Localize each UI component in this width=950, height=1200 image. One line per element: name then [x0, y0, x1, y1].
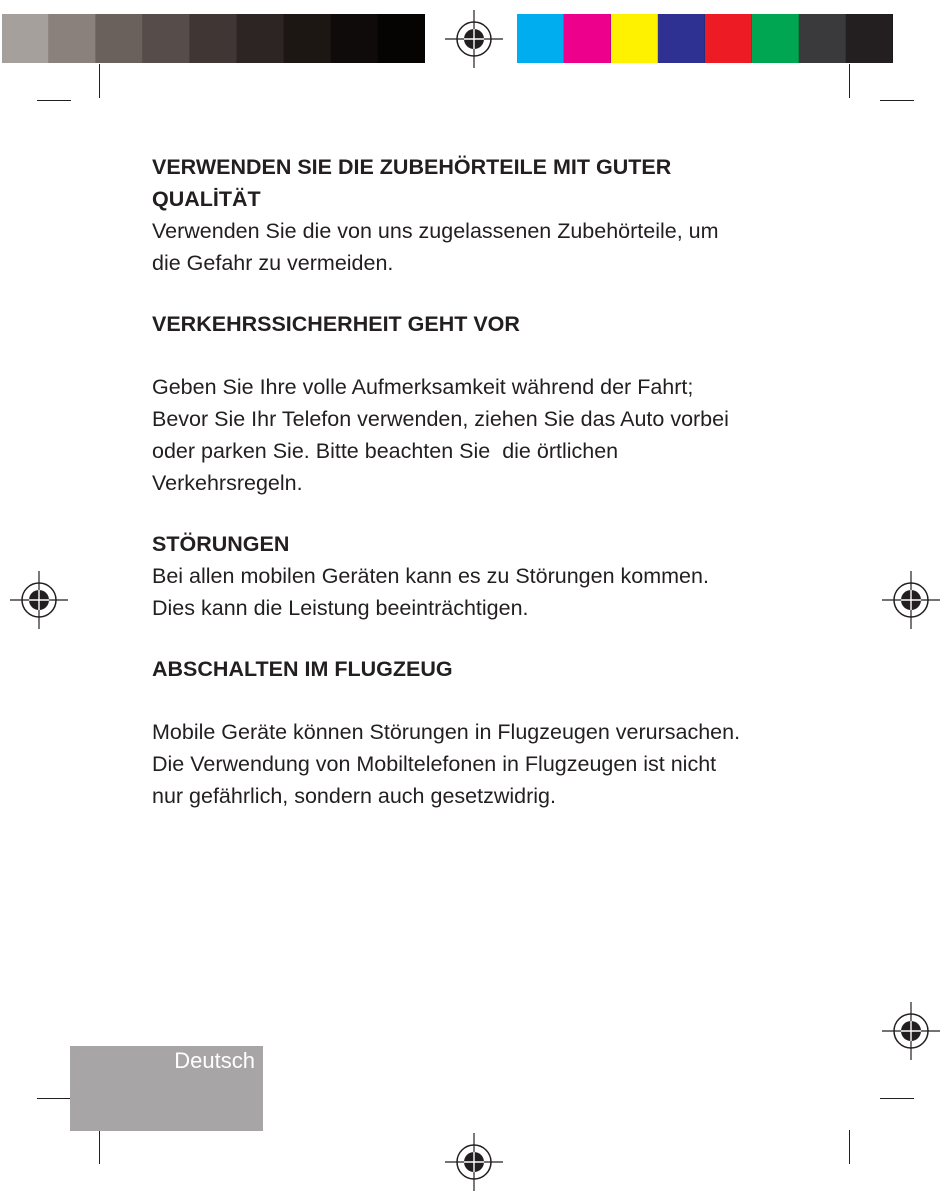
crop-mark-bottom-left-h	[37, 1098, 71, 1099]
section-body	[152, 215, 832, 279]
crop-mark-top-right-h	[880, 100, 914, 101]
body-line: Bevor Sie Ihr Telefon verwenden, ziehen Sie das Auto vorbei	[152, 407, 729, 431]
section-aircraft	[152, 653, 832, 812]
process-swatch	[752, 14, 799, 63]
process-swatch	[517, 14, 564, 63]
crop-mark-bottom-right-v	[849, 1130, 850, 1164]
crop-mark-bottom-left-v	[99, 1130, 100, 1164]
heading-line: ABSCHALTEN IM FLUGZEUG	[152, 657, 453, 681]
heading-line: QUALİTÄT	[152, 187, 261, 211]
body-line: Verwenden Sie die von uns zugelassenen Zubehörteile, um	[152, 219, 719, 243]
section-heading	[152, 308, 832, 340]
body-line: Verkehrsregeln.	[152, 471, 303, 495]
registration-crosshair-icon	[10, 571, 68, 629]
section-traffic-safety	[152, 308, 832, 499]
section-body	[152, 560, 832, 624]
language-tab	[70, 1046, 263, 1131]
body-line: Dies kann die Leistung beeinträchtigen.	[152, 596, 529, 620]
process-color-bar	[517, 14, 893, 63]
section-body	[152, 716, 832, 812]
crop-mark-top-right-v	[849, 64, 850, 98]
section-heading	[152, 653, 832, 685]
heading-line: VERKEHRSSICHERHEIT GEHT VOR	[152, 312, 520, 336]
grayscale-swatch	[378, 14, 425, 63]
process-swatch	[705, 14, 752, 63]
grayscale-swatch	[2, 14, 49, 63]
registration-crosshair-icon	[445, 10, 503, 68]
grayscale-swatch	[284, 14, 331, 63]
crop-mark-top-left-v	[99, 64, 100, 98]
process-swatch	[658, 14, 705, 63]
grayscale-swatch	[331, 14, 378, 63]
crop-mark-bottom-right-h	[880, 1098, 914, 1099]
body-line: Mobile Geräte können Störungen in Flugzeugen verursachen.	[152, 720, 741, 744]
grayscale-swatch	[190, 14, 237, 63]
grayscale-color-bar	[2, 14, 425, 63]
grayscale-swatch	[96, 14, 143, 63]
registration-crosshair-icon	[882, 571, 940, 629]
crop-mark-top-left-h	[37, 100, 71, 101]
process-swatch	[846, 14, 893, 63]
grayscale-swatch	[49, 14, 96, 63]
section-body	[152, 371, 832, 499]
registration-crosshair-icon	[882, 1002, 940, 1060]
section-heading	[152, 528, 832, 560]
section-interference	[152, 528, 832, 624]
manual-page-content	[152, 151, 832, 812]
body-line: nur gefährlich, sondern auch gesetzwidrig.	[152, 784, 556, 808]
heading-line: STÖRUNGEN	[152, 532, 290, 556]
heading-line: VERWENDEN SIE DIE ZUBEHÖRTEILE MIT GUTER	[152, 155, 672, 179]
section-accessories	[152, 151, 832, 279]
body-line: Die Verwendung von Mobiltelefonen in Flugzeugen ist nicht	[152, 752, 717, 776]
body-line: oder parken Sie. Bitte beachten Sie die örtlichen	[152, 439, 619, 463]
grayscale-swatch	[237, 14, 284, 63]
process-swatch	[564, 14, 611, 63]
section-heading	[152, 151, 832, 215]
process-swatch	[799, 14, 846, 63]
body-line: Geben Sie Ihre volle Aufmerksamkeit während der Fahrt;	[152, 375, 694, 399]
grayscale-swatch	[143, 14, 190, 63]
body-line: Bei allen mobilen Geräten kann es zu Störungen kommen.	[152, 564, 709, 588]
process-swatch	[611, 14, 658, 63]
body-line: die Gefahr zu vermeiden.	[152, 251, 394, 275]
registration-crosshair-icon	[445, 1133, 503, 1191]
language-label: Deutsch	[174, 1048, 255, 1073]
